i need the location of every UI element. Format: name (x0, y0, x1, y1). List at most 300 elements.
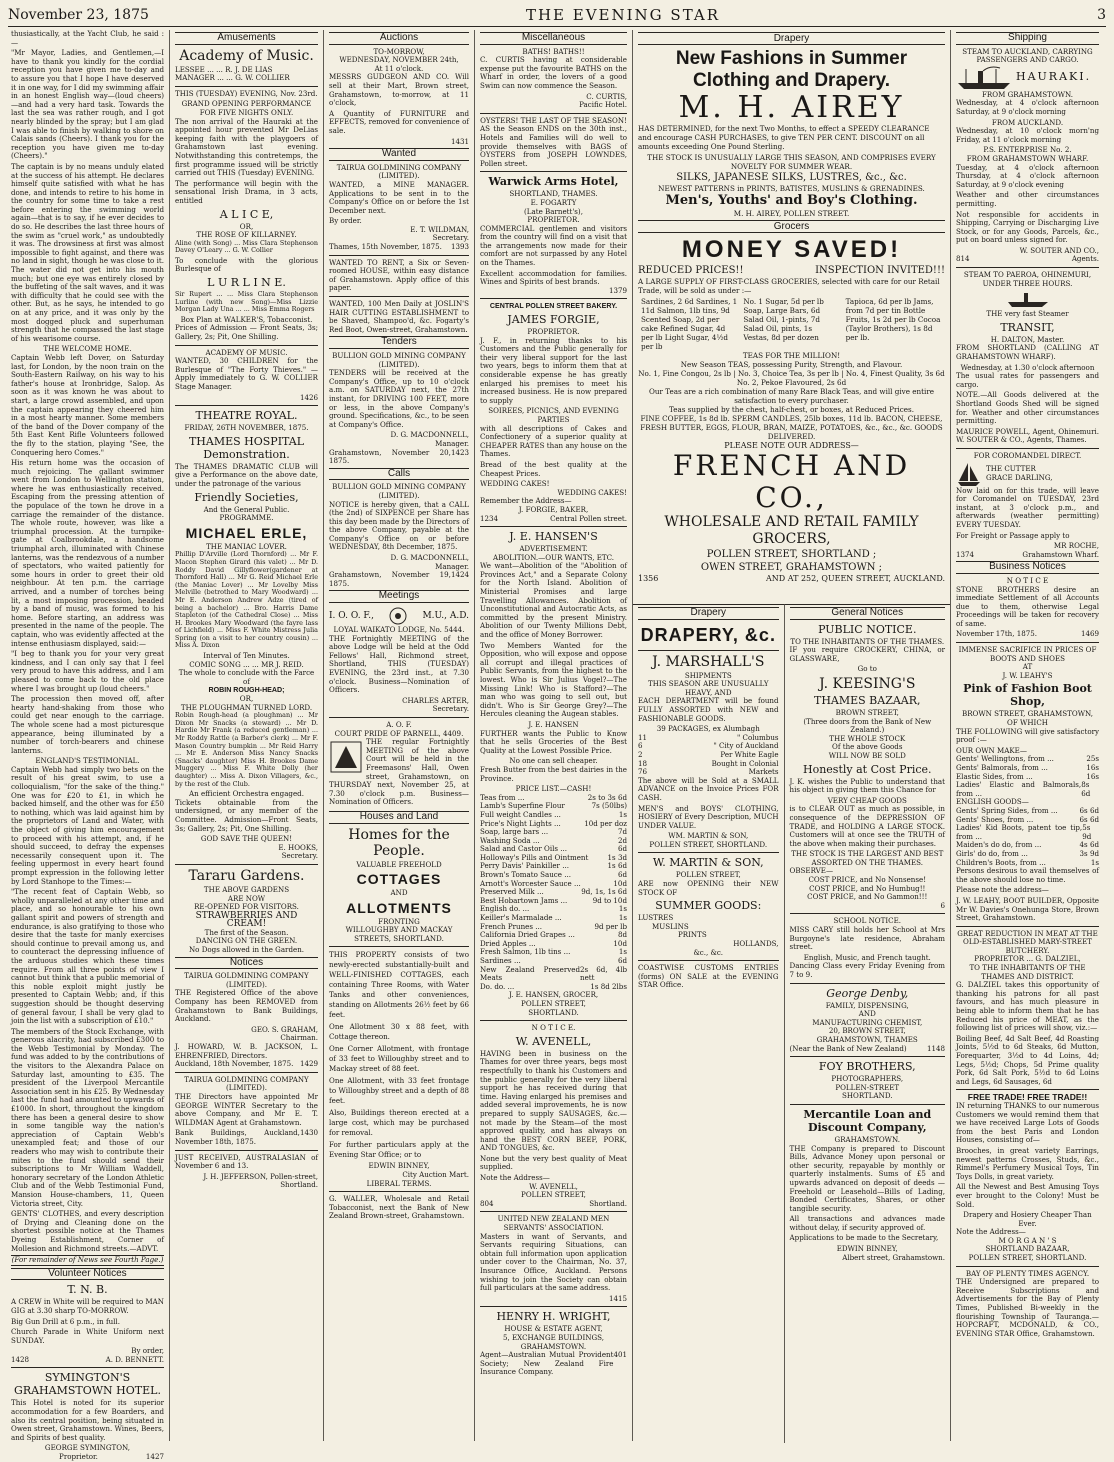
price-item: Sardines ... (480, 956, 521, 965)
ad-text: RE-OPENED FOR VISITORS. (194, 902, 299, 912)
ad-signature: D. G. MACDONNELL, (390, 553, 469, 563)
ad-text: J. H. JEFFERSON, Pollen-street, Shortland. (203, 1171, 318, 1190)
ad-title: BULLION GOLD MINING COMPANY (LIMITED). (332, 351, 466, 369)
ad-number: 1379 (608, 285, 627, 295)
ad-title: J. W. LEAHY'S (1002, 670, 1053, 680)
ad-text: TO-MORROW, (373, 46, 425, 56)
ad-title: GREAT REDUCTION IN MEAT AT THE OLD-ESTABLISHED MARY-STREET BUTCHERY. (957, 928, 1098, 955)
ad-title: J. MARSHALL'S (652, 653, 765, 670)
price-value: 9d per lb (594, 921, 627, 931)
column-shipping (951, 30, 1104, 1441)
ad-text: For Freight or Passage apply to (956, 530, 1070, 540)
ad-text: POLLEN STREET, SHORTLAND. (649, 839, 768, 849)
price-value: 10d per doz (584, 818, 627, 828)
ad-text: COMIC SONG ... ... MR J. REID. (189, 659, 304, 669)
advt-paragraph: GENTS' CLOTHES, and every description of Drying and Cleaning done on the shortest possible notice at the Thames Dyeing Establishment, Corner of Mollesion and Richmond streets.—ADVT. (11, 1209, 164, 1253)
ad-text: WILLOUGHBY AND MACKAY STREETS, SHORTLAND. (345, 925, 453, 943)
ad-text: ARE NOW (227, 893, 266, 903)
ad-number: 1424 (450, 570, 469, 580)
section-heading: Auctions (329, 32, 469, 45)
ad-text: NOTE.—All Goods delivered at the Shortland Goods Shed will be signed for. Weather and other circumstances permitting. (956, 390, 1099, 426)
ad-text: 20, BROWN STREET, (828, 1026, 906, 1036)
price-item: 76 (638, 767, 648, 777)
price-value: " City of Auckland (713, 741, 779, 751)
ad-title: L U R L I N E. (207, 276, 286, 290)
ad-text: OR, (239, 221, 254, 231)
ad-text: THE Undersigned are prepared to Receive Subscriptions and Advertisements for the Bay of Plenty Times, Published Bi-weekly in the flourishing Township of Tauranga.— HOPCRAFT, MCDONALD, & CO., EVENING STAR Office, Grahamstown. (956, 1277, 1099, 1338)
ad-text: MEN'S and BOYS' CLOTHING, HOSIERY of Every Description, MUCH UNDER VALUE. (638, 803, 779, 830)
ad-title: George Denby, (826, 986, 909, 1000)
ad-text: MANUFACTURING CHEMIST, (812, 1017, 923, 1027)
ad-text: And the General Public. (203, 504, 290, 514)
ad-title: ALLOTMENTS (346, 899, 452, 916)
ad-number: 1469 (1080, 629, 1099, 639)
ad-title: FREE TRADE! FREE TRADE!! (967, 1092, 1088, 1103)
ad-text: The first of the Season. (204, 927, 289, 937)
price-item: Gents' Shoes, from ... (956, 814, 1034, 824)
ad-text: COST PRICE, and No Humbug!! (809, 883, 926, 893)
ad-text: Note the Address— (480, 1173, 550, 1183)
ad-text: Masters in want of Servants, and Servants requiring Situations, can obtain full information upon application under cover to the Chairman, No. 37, Insurance Office, Auckland. Persons wishing to join the Society can obtain full particulars at the same address. (480, 1231, 627, 1293)
ad-title: FOY BROTHERS, (818, 1060, 916, 1074)
ad-text: COST PRICE, and No Nonsense! (808, 875, 927, 885)
ad-text: Box Plan at WALKER'S, Tobacconist. (180, 314, 313, 324)
ad-text: VALUABLE FREEHOLD (356, 859, 442, 869)
ad-text: Remember the Address— (480, 496, 572, 506)
ad-text: PRINTS (678, 930, 707, 940)
ad-text: Excellent accommodation for families. Wines and Spirits of best brands. (480, 268, 627, 287)
ad-signature: E. HOOKS, (278, 842, 318, 852)
price-item: 11 (638, 732, 648, 742)
price-value: 1s (1090, 857, 1099, 867)
ad-text: The non arrival of the Hauraki at the appointed hour prevented Mr DeLias keeping faith with the playgoers of Grahamstown last evening. Notwithstanding this contretemps, the first programme issued will be strictly carried out THIS (Tuesday) EVENING. (175, 116, 318, 178)
ad-text: November 17th, 1875. (956, 629, 1038, 639)
ad-text: STONE BROTHERS desire an immediate Settlement of all Accounts due to them, otherwise Legal Proceedings will be taken for recovery of same. (956, 584, 1099, 628)
ad-title: UNITED NEW ZEALAND MEN SERVANTS' ASSOCIATION. (497, 1214, 610, 1233)
ad-text: At 11 o'clock. (374, 63, 424, 73)
ad-text: FURTHER wants the Public to Know that he sells Groceries of the Best Quality at the Lowest Possible Price. (480, 728, 627, 755)
ad-text: Agent—Australian Mutual Provident Society; New Zealand Fire Insurance Company. (480, 1350, 614, 1377)
price-value: 16s (1086, 763, 1099, 772)
ad-title: FRENCH AND CO., (672, 449, 911, 514)
price-value: 2d (617, 835, 627, 845)
steamship-icon (956, 65, 1012, 91)
ad-title: P.S. ENTERPRISE No. 2. (983, 145, 1072, 155)
ad-text: PROGRAMME. (219, 513, 274, 523)
ad-title: MICHAEL ERLE, (185, 524, 308, 541)
price-item: Teas from ... (480, 792, 525, 802)
ad-text: Note the Address— (956, 1227, 1026, 1237)
ad-text: 39 PACKAGES, ex Alumbagh (656, 724, 760, 734)
ad-text: Secretary. (432, 233, 469, 243)
ad-title: Men's, Youths' and Boy's Clothing. (665, 193, 918, 208)
ad-text: POLLEN STREET, (521, 1190, 586, 1200)
ad-text: The usual rates for passengers and cargo. (956, 371, 1099, 389)
ad-text: POLLEN STREET, SHORTLAND ; (706, 549, 877, 560)
ad-text: WEDNESDAY, NOVEMBER 24th, (339, 55, 459, 65)
ad-text: Prices of Admission — Front Seats, 3s; Gallery, 2s; Pit, One Shilling. (175, 323, 318, 342)
ship-name: GRACE DARLING, (986, 472, 1053, 482)
ad-number: 1427 (145, 1452, 164, 1462)
ad-text: AND (390, 888, 408, 898)
ad-text: Dancing Class every Friday Evening from 7 to 9. (789, 961, 945, 979)
ad-title: IMMENSE SACRIFICE IN PRICES OF BOOTS AND SHOES (958, 645, 1097, 663)
ad-number: 1374 (956, 549, 975, 559)
ad-text: WANTED TO RENT, a Six or Seven-roomed HOUSE, within easy distance of Grahamstown. Apply office of this paper. (329, 257, 469, 293)
ad-text: THE ROSE OF KILLARNEY. (196, 230, 297, 240)
boot-price-list (956, 807, 1099, 867)
ad-text: H. DALTON, Master. (990, 334, 1065, 344)
price-value: Bought in Colonial (711, 758, 779, 768)
ad-text: VERY CHEAP GOODS (827, 795, 907, 805)
price-item: Ladies' Kid Boots, patent toe tip, from ... (956, 823, 1083, 841)
ad-number: 1393 (450, 242, 469, 252)
ad-text: FROM GRAHAMSTOWN WHARF. (966, 153, 1089, 163)
ad-text: LESSEE ... ... R. J. DE LIAS (175, 64, 273, 74)
columns (6, 29, 1108, 1462)
ad-text: Fresh Butter from the best dairies in the Province. (480, 764, 627, 783)
ad-text: PROPRIETOR. (527, 215, 580, 225)
ad-text: English, Music, and French taught. (803, 952, 931, 962)
price-value: 1s 8d 2lbs (590, 981, 627, 991)
ad-text: Church Parade in White Uniform next SUNDAY. (11, 1327, 164, 1345)
ad-text: Wednesday, at 4 o'clock afternoon Saturday, at 9 o'clock morning (956, 98, 1099, 116)
ad-text: THIS PROPERTY consists of two newly-erected substantially-built and WELL-FINISHED COTTAGES, each containing Three Rooms, with Water Tanks and other conveniences, standing on Allotments 26½ feet by 66 feet. (329, 950, 469, 1020)
ad-text: AND AT 252, QUEEN STREET, AUCKLAND. (766, 574, 945, 583)
ad-text: C. CURTIS having at considerable expense put the favourite BATHS on the Wharf in order, the lovers of a good Swim can now commence the Season. (480, 55, 627, 90)
price-value: 10d (613, 878, 627, 888)
price-item: Price's Night Lights ... (480, 818, 561, 828)
ad-signature: WM. MARTIN & SON, (668, 831, 749, 841)
price-item: California Dried Grapes ... (480, 930, 575, 940)
ad-text: OWEN STREET, GRAHAMSTOWN ; (700, 562, 883, 573)
price-item: Holloway's Pills and Ointment (480, 852, 589, 862)
price-value: 7d (617, 827, 627, 837)
ad-text: WANTED, 100 Men Daily at JOSLIN'S HAIR CUTTING ESTABLISHMENT to be Shaved, Shampoo'd, &c. Fogarty's Red Boot, Owen-street, Grahamstown. (329, 299, 469, 334)
ad-text: Brooches, in great variety Earrings, newest patterns Crosses, Studs, &c., Rimmel's Perfumery Musical Toys, Tin Toys Dolls, in great variety. (956, 1145, 1099, 1181)
price-item: Lamb's Superfine Flour (480, 801, 565, 811)
price-item: 2 (638, 749, 643, 759)
ad-text: Manager. (435, 561, 469, 571)
ad-text: FOR FIVE NIGHTS ONLY. (199, 107, 294, 117)
ad-text: BROWN STREET, (835, 707, 899, 717)
ad-text: The above will be Sold at a SMALL ADVANCE on the Invoice Prices FOR CASH. (638, 775, 779, 802)
ad-text: is to CLEAR OUT as much as possible, in consequence of the DEPRESSION OF TRADE, and HOLDING A LARGE STOCK. Customers will at once see the TRUTH of the above when making their purchases. (789, 804, 945, 848)
ad-text: GRAND OPENING PERFORMANCE (181, 99, 312, 109)
section-heading: Volunteer Notices (11, 1268, 164, 1281)
news-paragraph: The members of the Stock Exchange, with generous alacrity, had subscribed £300 to the Webb Testimonial by Monday. The fund was added to by the contributions of the visitors to the Alexandra Palace on Saturday last, amounting to £35. The president of the Liverpool Mercantile Association sent in his £25. By Wednesday last the fund had amounted to upwards of £1000. In short, throughout the kingdom there has been a general desire to show in some tangible way the nation's appreciation of Captain Webb's unexampled feat; and those of our readers who may wish to contribute their mites to the fund should send their subscriptions to Mr William Waddell, honorary secretary of the London Athletic Club and of the Webb Testimonial Fund, Mansion House-chambers, 11, Queen Victoria street, City. (11, 1026, 164, 1208)
price-value: 8d (617, 930, 627, 940)
price-item: Washing Soda ... (480, 835, 540, 845)
ad-text: Grahamstown Wharf. (1022, 549, 1099, 559)
ad-text: FROM GRAHAMSTOWN. (981, 89, 1073, 99)
ad-text: Big Gun Drill at 6 p.m., in full. (11, 1316, 120, 1326)
price-item: Full weight Candles ... (480, 809, 561, 819)
ad-number: 1148 (926, 1043, 945, 1053)
price-value: 6d (617, 844, 627, 854)
wide-ads (633, 32, 950, 604)
ad-text: Grahamstown, November 19, 1875. (329, 570, 451, 588)
ad-text: MESSRS GUDGEON AND CO. Will sell at their Mart, Brown street, Grahamstown, to-morrow, at 11 o'clock, (329, 72, 469, 108)
ad-text: Our Teas are a rich combination of many Rare Black Teas, and will give entire satisfaction to every purchaser. (648, 387, 935, 405)
ad-text: HAS DETERMINED, for the next Two Months, to effect a SPEEDY CLEARANCE and encourage CASH PURCHASES, to give TEN PER CENT. DISCOUNT on all amounts exceeding One Pound Sterling. (638, 124, 930, 151)
price-row (956, 824, 1099, 841)
ad-text: PRICE LIST.—CASH! (515, 784, 592, 794)
section-heading: General Notices (790, 607, 945, 620)
package-list (638, 734, 779, 777)
ad-text: (Near the Bank of New Zealand) (789, 1043, 907, 1053)
price-item: Keiller's Marmalade ... (480, 913, 562, 923)
ad-text: WANTED, a MINE MANAGER. Applications to be sent in to the Company's Office on or before the 1st December next. (329, 179, 469, 215)
ad-text: ABOLITION.—OUR WANTS, ETC. (492, 552, 615, 562)
ad-text: PROPRIETOR ... G. DALZIEL, (974, 954, 1081, 964)
ad-text: Boiling Beef, 4d Salt Beef, 4d Roasting Joints, 5½d to 6d Steaks, 6d Mutton, Forequarter, 3½d to 4d Loins, 4d; Legs, 5½d; Chops, 5d Prime quality Pork, 6d Salt Pork, 5½d to 6d Loins and Legs, 6d Sausages, 6d (956, 1033, 1099, 1086)
steamer-icon (1006, 290, 1050, 308)
ad-text: ARE now OPENING their NEW STOCK OF (638, 879, 779, 897)
ad-text: FROM AUCKLAND. (991, 117, 1064, 127)
section-heading: Wanted (329, 148, 469, 161)
news-paragraph: "Mr Mayor, Ladies, and Gentlemen,—I have to thank you kindly for the cordial reception you have given me to-day and to assure you that I hope I have deserved it in one way, for I did my swimming affair in an honest English way—(loud cheers) —and had a very hard task. Towards the last the sea was rather rough, and I got nearly blinded by the spray; but I am glad I was able to finish by walking to shore on Calais sands (Cheers). I thank you for the reception you have given me to-day (Cheers)." (11, 48, 164, 161)
ad-text: G. WALLER, Wholesale and Retail Tobacconist, next the Bank of New Zealand Brown-street, Grahamstown. (329, 1194, 469, 1221)
price-item: Best Hobartown Jams ... (480, 895, 568, 905)
ad-title: STEAM TO AUCKLAND, CARRYING PASSENGERS AND CARGO. (962, 46, 1093, 65)
ad-title: M.U., A.D. (422, 610, 469, 621)
ad-text: Albert street, Grahamstown. (842, 1252, 945, 1262)
page-number: 3 (1097, 7, 1106, 23)
ad-title: DRAPERY, &c. (640, 624, 776, 645)
ad-text: TO THE INHABITANTS OF THE THAMES AND DISTRICT. (969, 963, 1086, 981)
ad-number: 814 (956, 254, 970, 264)
ad-signature: C. CURTIS, (586, 91, 627, 101)
ad-title: BATHS! BATHS!! (522, 46, 585, 56)
ad-text: None but the very best quality of Meat supplied. (480, 1153, 627, 1172)
subheading: ENGLAND'S TESTIMONIAL. (35, 756, 140, 766)
ad-signature: EDWIN BINNEY, (836, 1244, 898, 1254)
ad-text: MANAGER ... ... G. W. COLLIER (175, 73, 290, 83)
ad-text: This Hotel is noted for its superior accommodation for a few Boarders, and also its central position, being situated in Owen street, Grahamstown. Wines, Beers, and Spirits of best quality. (11, 1398, 164, 1442)
price-item: French Prunes ... (480, 921, 543, 931)
ad-text: No Dogs allowed in the Garden. (188, 945, 305, 955)
ad-text: THE Fortnightly MEETING of the above Lodge will be held at the Odd Fellows' Hall, Richmond street, Shortland, THIS (TUESDAY) EVENING, the 23rd inst., at 7.30 o'clock. Business—Nomination of Officers. (329, 633, 469, 695)
ad-title: THAMES HOSPITAL Demonstration. (188, 434, 305, 461)
price-value: 4s 6d (1079, 840, 1099, 850)
price-value: 6d (617, 956, 627, 965)
forester-emblem-icon (329, 740, 363, 774)
section-heading: Drapery (638, 32, 945, 45)
ad-text: LUSTRES (638, 913, 674, 923)
ad-title: SYMINGTON'S GRAHAMSTOWN HOTEL. (14, 1371, 161, 1398)
ad-signature: CHARLES ARTER, (402, 695, 469, 705)
ad-text: COMMERCIAL gentlemen and visitors from the country will find on a visit that the arrangements now made for their comfort are not surpassed by any Hotel on the Thames. (480, 223, 627, 268)
ad-text: A Quantity of FURNITURE and EFFECTS, removed for convenience of sale. (329, 108, 469, 135)
ad-title: THEATRE ROYAL. (195, 409, 298, 423)
price-item: Children's Boots, from ... (956, 857, 1046, 867)
ad-text: Auckland, 18th November, 1875. (175, 1059, 294, 1069)
ad-title: Academy of Music. (179, 47, 314, 64)
ad-text: THE ABOVE GARDENS (203, 884, 290, 894)
ad-text: Thames, 15th November, 1875. (329, 242, 442, 252)
ad-title: THAMES BAZAAR, (813, 693, 921, 707)
ad-text: Drapery and Hosiery Cheaper Than Ever. (963, 1210, 1092, 1228)
ad-text: ENGLISH GOODS— (956, 797, 1029, 807)
ad-title: CENTRAL POLLEN STREET BAKERY. (489, 302, 618, 311)
price-value: 1s (618, 913, 627, 923)
ad-text: A LARGE SUPPLY OF FIRST-CLASS GROCERIES, selected with care for our Retail Trade, will be sold as under :— (638, 277, 940, 295)
ad-title: J. E. HANSEN'S (509, 530, 598, 544)
ad-text: New Season TEAS, possessing Purity, Strength, and Flavour. (680, 360, 903, 369)
price-value: 9d, 1s, 1s 6d (581, 887, 627, 897)
price-item: Gents' Wellingtons, from ... (956, 754, 1054, 764)
ad-text: with all descriptions of Cakes and Confectionery of a superior quality at CHEAPER RATES than any house on the Thames. (480, 423, 627, 459)
ad-text: OF WHICH (1007, 718, 1048, 728)
ad-text: To conclude with the glorious Burlesque of (175, 255, 318, 274)
price-item: Girls' do do, from ... (956, 848, 1028, 858)
cutter-icon (956, 461, 982, 487)
ad-number: 804 (480, 1198, 494, 1208)
ad-text: Bread of the best quality at the Cheapest Prices. (480, 459, 627, 478)
ad-text: GRAHAMSTOWN. (834, 1134, 900, 1144)
ad-text: JUST RECEIVED, AUSTRALASIAN of November 6 and 13. (175, 1152, 318, 1171)
ad-text: BROWN STREET, GRAHAMSTOWN, (961, 709, 1094, 719)
ad-text: AS the Season ENDS on the 30th inst., Hotels and Families will do well to provide themselves with BAGS of OYSTERS from JOSEPH LOWNDES, Pollen street. (480, 124, 627, 168)
ad-text: For further particulars apply at the Evening Star Office; or to (329, 1140, 469, 1160)
ad-text: FAMILY, DISPENSING, (825, 1000, 909, 1010)
ad-text: Manager. (435, 438, 469, 448)
section-heading: Business Notices (956, 561, 1099, 574)
ad-text: SHORTLAND, THAMES. (509, 189, 598, 199)
price-item: New Zealand Preserved Meats (480, 964, 581, 983)
ad-text: AND (858, 1009, 876, 1019)
ad-text: The THAMES DRAMATIC CLUB will give a Performance on the above date, under the patronage of the various (175, 461, 318, 488)
ad-signature: J. E. HANSEN, GROCER, (508, 990, 599, 1000)
ad-signature: W. AVENELL, (529, 1181, 578, 1191)
section-heading: Notices (175, 957, 318, 970)
ad-text: PROPRIETOR. (527, 327, 580, 337)
ad-text: Chairman. (280, 1033, 318, 1043)
section-heading: Shipping (956, 32, 1099, 45)
ad-title: BULLION GOLD MINING COMPANY (LIMITED). (332, 482, 466, 500)
ad-text: Sardines, 2 6d Sardines, 1 11d Salmon, 1lb tins, 9d Scented Soap, 2d per cake Refined Sugar, 4d per lb Light Sugar, 4½d per lb (641, 297, 738, 351)
ad-text: WEDDING CAKES! (480, 479, 550, 489)
price-row (480, 966, 627, 983)
price-item: Salad and Castor Oils ... (480, 844, 568, 854)
ad-text: IN returning THANKS to our numerous Customers we would remind them that we have received Large Lots of Goods from the best Paris and London Houses, consisting of— (956, 1100, 1099, 1145)
ad-text: By order. (329, 216, 362, 226)
column-amusements (170, 30, 324, 1441)
ad-text: Now laid on for this trade, will leave for Coromandel on TUESDAY, 23rd instant, at 3 o'clock p.m., and afterwards (weather permitting) EVERY TUESDAY. (956, 485, 1099, 529)
ad-text: All the Newest and Best Amusing Toys ever brought to the Colony! Must be Sold. (956, 1182, 1099, 1209)
ad-text: J. K. wishes the Public to understand that his object in giving them this Chance for (789, 776, 945, 795)
ad-title: I. O. O. F., (329, 610, 374, 621)
ad-text: IF you require CROCKERY, CHINA, or GLASSWARE, (789, 645, 945, 663)
ad-text: Grahamstown, November 20, 1875. (329, 447, 451, 466)
ad-title: T. N. B. (67, 1283, 108, 1297)
news-paragraph: "I beg to thank you for your very great kindness, and I can only say that I feel very proud to have this address, and I am pleased to come back to the old place where I was brought up (loud cheers." (11, 649, 164, 693)
ad-text: Secretary. (432, 704, 469, 714)
price-value: 8s 6d (1081, 780, 1091, 798)
price-item: Maiden's do do, from ... (956, 840, 1042, 850)
news-paragraph: "The recent feat of Captain Webb, so wholly unparalleled at any other time and place, and so honourable to his own gallant spirit and powers of strength and endurance, is also gratifying to those who desire that the taste for manly exercises should continue to prevail among us, and to counteract the depressing influence of the arduous studies which these times require. From all three points of view I cannot but think that a public memorial of this noble exploit might justly be presented to Captain Webb; and, if this suggestion should be thought deserving of general favour, I shall be very glad to join the list with a subscription of £10." (11, 887, 164, 1026)
ad-signature: A. D. BENNETT. (105, 1354, 164, 1364)
masthead (8, 4, 1106, 27)
price-value: 6d (617, 870, 627, 880)
ad-text: No. 1 Sugar, 5d per lb Soap, Large Bars, 6d Salad Oil, 1-pints, 7d Salad Oil, pints, 1s Vestas, 8d per dozen (743, 297, 824, 342)
ad-text: Central Pollen street. (550, 513, 627, 523)
column-auctions (324, 30, 475, 1441)
ad-text: Two Members Wanted for the Opposition, who will expose and oppose all corrupt and illegal practices of Public Servants, from the highest to the lowest. Who is Sir Julius Vogel?—The Missing Link! Who is Stafford?—The man who was going to sell out, but didn't. Who is Sir George Grey?—The Hercules cleaning the Augean stables. (480, 640, 627, 719)
ad-text: The performance will begin with the sensational Irish Drama, in 3 acts, entitled (175, 178, 318, 205)
price-item: Gents' Spring Sides, from ... (956, 805, 1058, 815)
ad-signature: EDWIN BINNEY, (368, 1161, 430, 1171)
ad-text: THE Directors have appointed Mr GEORGE WINTER Secretary to the above Company, and Mr E. T. WILDMAN Agent at Grahamstown. (175, 1091, 318, 1127)
ad-number: 1423 (450, 447, 469, 457)
section-heading: Houses and Land (329, 811, 469, 824)
ad-title: WHOLESALE AND RETAIL FAMILY GROCERS, (664, 514, 919, 547)
lodge-emblem-icon (385, 606, 411, 626)
ad-text: Of the above Goods (832, 742, 903, 752)
ad-text: Shortland. (589, 1198, 627, 1208)
section-heading: Drapery (638, 607, 779, 620)
ad-text: Applications to be made to the Secretary, (789, 1233, 939, 1243)
ad-title: SCHOOL NOTICE. (833, 916, 902, 926)
ad-title: W. MARTIN & SON, (652, 856, 764, 870)
ad-title: ROBIN ROUGH-HEAD; (208, 686, 285, 695)
ad-title: New Fashions in Summer Clothing and Drapery. (675, 48, 908, 91)
ad-text: SHORTLAND. (841, 1091, 893, 1101)
ad-title: TAIRUA GOLDMINING COMPANY (LIMITED). (336, 162, 462, 181)
paper-title: THE EVENING STAR (525, 6, 721, 24)
ad-text: A CREW in White will be required to MAN GIG at 3.30 sharp TO-MORROW. (11, 1297, 164, 1315)
ad-number: 6 (940, 900, 945, 910)
wide-area (633, 30, 951, 1441)
price-value: 7s (50lbs) (591, 801, 627, 811)
ad-text: POLLEN-STREET (835, 1082, 900, 1092)
ad-text: REDUCED PRICES!! (638, 265, 744, 276)
ad-text: &c., &c. (693, 947, 724, 957)
ad-text: POLLEN STREET, (675, 870, 741, 880)
ad-text: THE very fast Steamer (986, 309, 1069, 319)
ad-text: HAVING been in business on the Thames for over three years, begs most respectfully to thank his Customers and the public generally for the very liberal support he has received during that time. Having enlarged his premises and added several improvements, he is now prepared to supply SAUSAGES, &c.—not made by the Steam—of the most approved quality, and has always on hand the BEST CORN BEEF, PORK, AND TONGUES, &c. (480, 1048, 627, 1153)
ad-title: COTTAGES (356, 871, 442, 888)
ad-title: OYSTERS! THE LAST OF THE SEASON! (480, 115, 627, 125)
ad-signature: MR ROCHE, (1053, 541, 1099, 551)
section-heading: Calls (329, 468, 469, 481)
ad-text: FINE COFFEE, 1s 8d lb. SPERM CANDLES, 25lb boxes, 11d lb. BACON, CHEESE, FRESH BUTTER, EGGS, FLOUR, BRAN, MAIZE, POTATOES, &c., &c., &c. GOODS DELIVERED. (640, 414, 943, 441)
ad-text: THIS SEASON ARE UNUSUALLY HEAVY, AND (647, 679, 769, 697)
ad-text: M. H. AIREY, POLLEN STREET. (733, 209, 850, 218)
ad-text: GRAHAMSTOWN. (520, 1341, 587, 1351)
ad-title: M. H. AIREY (678, 90, 905, 125)
price-item: Soap, large bars ... (480, 827, 549, 837)
ad-text: EACH DEPARTMENT will be found FULLY ASSORTED with NEW and FASHIONABLE GOODS. (638, 696, 779, 723)
ad-text: By order, (131, 1346, 164, 1356)
price-value: 6s 6d (1079, 805, 1099, 815)
ad-text: Tuesday, at 4 o'clock afternoon Thursday, at 4 o'clock afternoon Saturday, at 9 o'clock evening (956, 162, 1099, 189)
ad-title: A L I C E, (219, 207, 274, 221)
price-value: 9d to 10d (592, 895, 627, 905)
price-item: Do. do. ... (480, 981, 515, 991)
ad-text: Go to (857, 664, 877, 674)
subheading: THE WELCOME HOME. (43, 344, 132, 354)
ad-text: Not responsible for accidents in Shipping, Carrying or Discharging Live Stock, or for any Goods, Parcels, &c., put on board unless signed for. (956, 209, 1099, 245)
ad-title: Mercantile Loan and Discount Company, (803, 1107, 932, 1134)
price-item: Perry Davis' Painkiller ... (480, 861, 569, 871)
ad-text: HOLLANDS, (733, 939, 779, 949)
ad-text: STRAWBERRIES AND CREAM! (195, 910, 298, 930)
price-value: 1s 6d (607, 861, 627, 871)
ad-title: COURT PRIDE OF PARNELL, 4409. (334, 728, 464, 738)
price-item: 6 (638, 741, 643, 751)
